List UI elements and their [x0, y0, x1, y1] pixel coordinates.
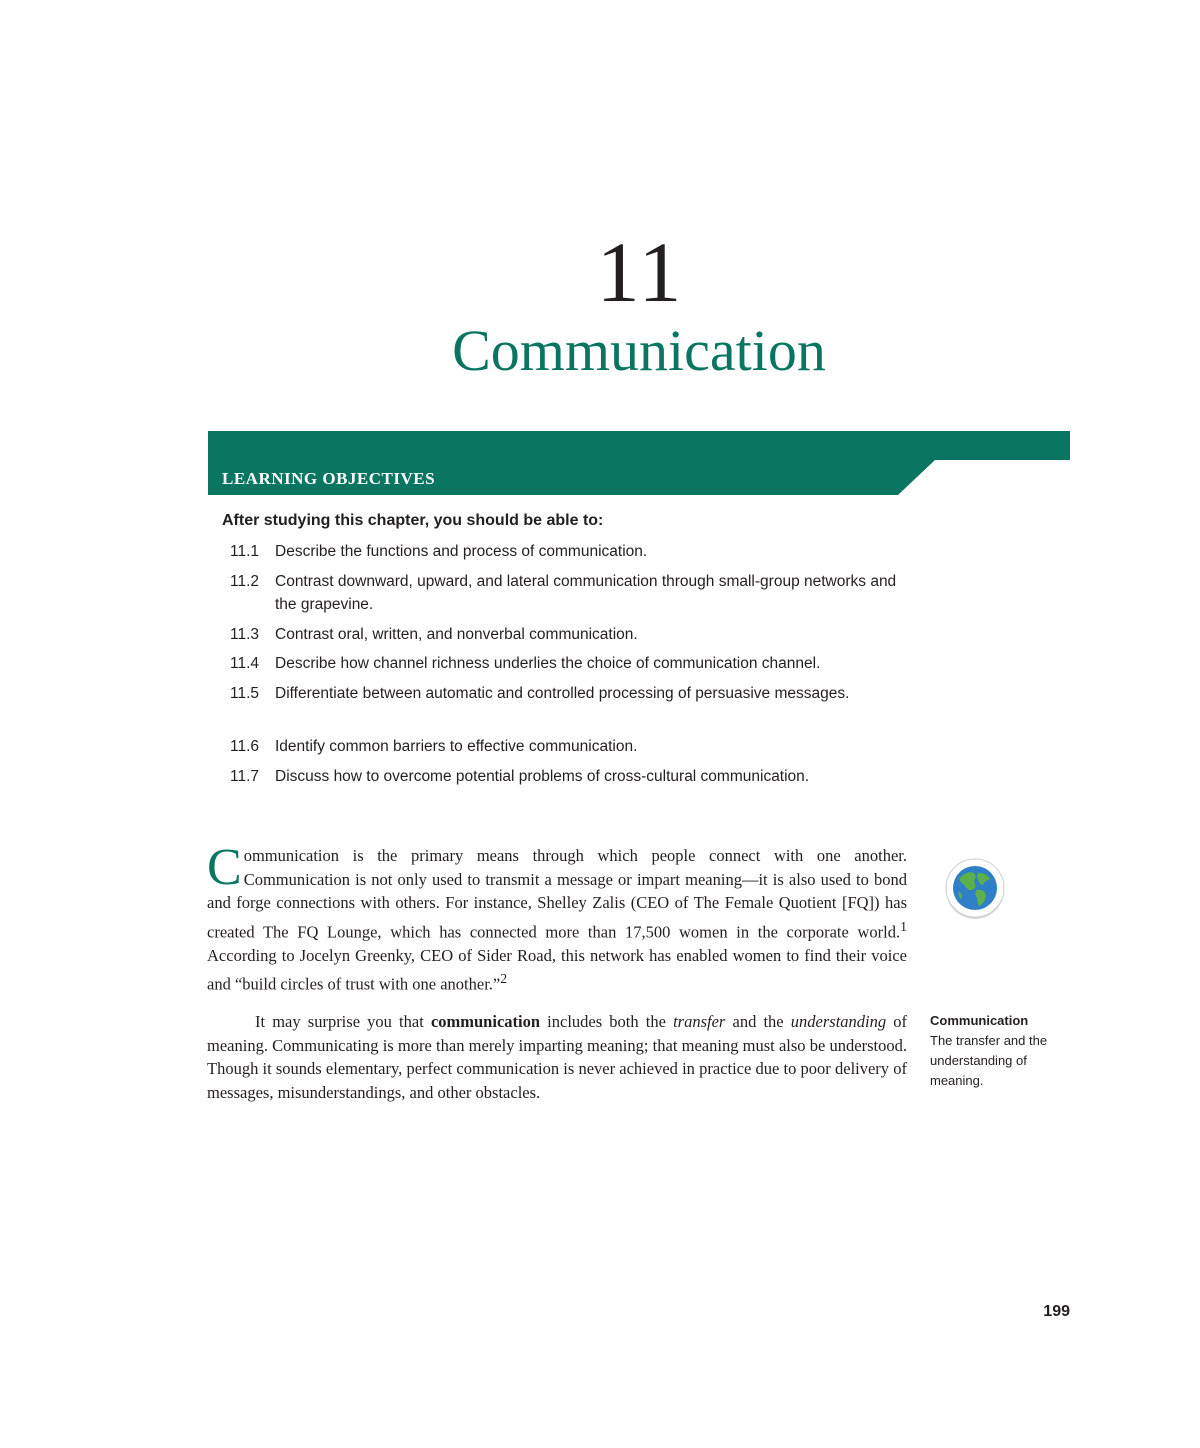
- learning-objectives-intro: After studying this chapter, you should be able to:: [222, 512, 604, 529]
- objective-number: 11.2: [230, 573, 260, 590]
- margin-term: Communication: [930, 1013, 1029, 1028]
- objective-number: 11.5: [230, 685, 260, 702]
- emphasis-text: transfer: [673, 1012, 726, 1031]
- paragraph-text: and the: [725, 1012, 791, 1031]
- objective-text: Identify common barriers to effective communication.: [275, 738, 638, 755]
- objective-number: 11.7: [230, 768, 260, 785]
- objective-number: 11.1: [230, 543, 260, 560]
- margin-definition-text: The transfer and the understanding of meaning.: [930, 1033, 1048, 1088]
- objective-text: Discuss how to overcome potential problems of cross-cultural communication.: [275, 768, 810, 785]
- objective-text: Describe how channel richness underlies the choice of communication channel.: [275, 655, 821, 672]
- chapter-title: Communication: [452, 318, 826, 383]
- paragraph-text: of meaning. Communicating is more than merely imparting meaning; that meaning must also be understood. Though it sounds elementary, perfect communication is never achieved in practice due to poor delivery of messages, misunderstandings, and other obstacles.: [207, 1012, 908, 1102]
- objective-number: 11.3: [230, 626, 260, 643]
- key-term: communication: [430, 1012, 541, 1031]
- body-paragraph-2: [207, 1010, 907, 1104]
- objective-text: Differentiate between automatic and controlled processing of persuasive messages.: [275, 685, 850, 702]
- objective-item: [230, 540, 910, 563]
- objective-item: [230, 765, 910, 788]
- objective-number: 11.6: [230, 738, 260, 755]
- footnote-ref-1[interactable]: 1: [900, 918, 907, 934]
- globe-icon: [944, 858, 1006, 920]
- body-paragraph-1: [207, 839, 907, 996]
- objective-number: 11.4: [230, 655, 260, 672]
- drop-cap: C: [207, 839, 242, 896]
- chapter-number: 11: [596, 224, 684, 320]
- objective-item: [230, 735, 910, 758]
- objective-item: [230, 623, 910, 646]
- page-number: 199: [1043, 1303, 1070, 1320]
- footnote-ref-2[interactable]: 2: [500, 971, 508, 986]
- paragraph-text: includes both the: [540, 1012, 674, 1031]
- margin-definition: [930, 1011, 1065, 1091]
- objective-item: [230, 652, 910, 675]
- objective-text: Describe the functions and process of communication.: [275, 543, 648, 560]
- paragraph-text: It may surprise you that: [255, 1012, 431, 1031]
- paragraph-text: According to Jocelyn Greenky, CEO of Sider Road, this network has enabled women to find their voice and “build circles of trust with one another.”: [207, 945, 907, 994]
- paragraph-text: ommunication is the primary means through which people connect with one another. Communication is not only used to transmit a message or impart meaning—it is also used to bond and forge connections with others. For instance, Shelley Zalis (CEO of The Female Quotient [FQ]) has created The FQ Lounge, which has connected more than 17,500 women in the corporate world.: [207, 846, 907, 941]
- objective-item: [230, 570, 910, 616]
- objective-text: Contrast oral, written, and nonverbal communication.: [275, 626, 638, 643]
- learning-objectives-banner: [208, 431, 1070, 495]
- objective-item: [230, 682, 910, 705]
- emphasis-text: understanding: [790, 1012, 887, 1031]
- objective-text: Contrast downward, upward, and lateral communication through small-group networks and the grapevine.: [275, 573, 897, 613]
- learning-objectives-heading: LEARNING OBJECTIVES: [222, 469, 436, 488]
